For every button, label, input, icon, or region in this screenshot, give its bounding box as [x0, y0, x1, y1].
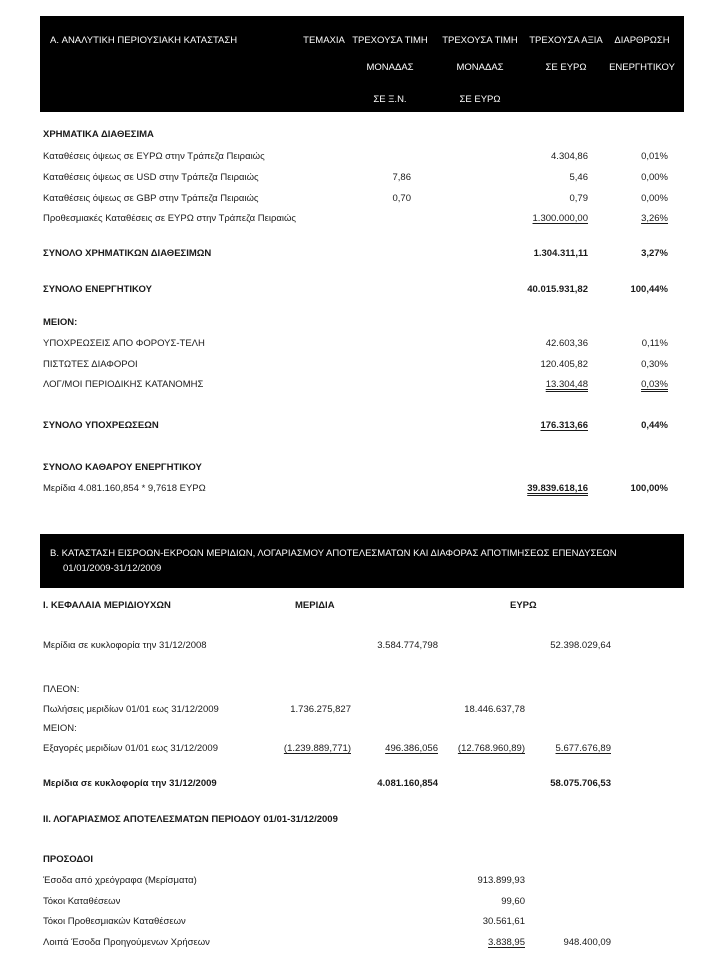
- cash-row-pct: 0,00%: [641, 172, 668, 183]
- close-row-eur: 58.075.706,53: [550, 778, 611, 789]
- cash-total-pct: 3,27%: [641, 248, 668, 259]
- col-header-price-fx-1: ΤΡΕΧΟΥΣΑ ΤΙΜΗ: [352, 35, 428, 46]
- cash-row-pct: 3,26%: [641, 213, 668, 224]
- redemptions-row-eur-net: 5.677.676,89: [555, 743, 611, 754]
- col-header-price-eur-1: ΤΡΕΧΟΥΣΑ ΤΙΜΗ: [442, 35, 518, 46]
- income-row-label: Λοιπά Έσοδα Προηγούμενων Χρήσεων: [43, 937, 210, 948]
- cash-row-value: 4.304,86: [551, 151, 588, 162]
- section-a-header-bar: [40, 16, 684, 112]
- cash-row-value: 5,46: [569, 172, 588, 183]
- sales-row-eur: 18.446.637,78: [464, 704, 525, 715]
- col-header-shares: ΜΕΡΙΔΙΑ: [295, 600, 335, 611]
- liability-row-value: 13.304,48: [545, 379, 588, 390]
- redemptions-row-shares: (1.239.889,771): [283, 743, 351, 754]
- liability-row-label: ΛΟΓ/ΜΟΙ ΠΕΡΙΟΔΙΚΗΣ ΚΑΤΑΝΟΜΗΣ: [43, 379, 204, 390]
- sales-row-label: Πωλήσεις μεριδίων 01/01 εως 31/12/2009: [43, 704, 219, 715]
- liability-row-label: ΠΙΣΤΩΤΕΣ ΔΙΑΦΟΡΟΙ: [43, 359, 138, 370]
- assets-total-pct: 100,44%: [630, 284, 668, 295]
- cash-row-pct: 0,01%: [641, 151, 668, 162]
- liability-total-pct: 0,44%: [641, 420, 668, 431]
- net-assets-value: 39.839.618,16: [527, 483, 588, 494]
- net-assets-row-label: Μερίδια 4.081.160,854 * 9,7618 ΕΥΡΩ: [43, 483, 206, 494]
- redemptions-row-shares-net: 496.386,056: [385, 743, 438, 754]
- liability-row-pct: 0,30%: [641, 359, 668, 370]
- open-row-eur: 52.398.029,64: [550, 640, 611, 651]
- col-header-value-2: ΣΕ ΕΥΡΩ: [545, 62, 587, 73]
- liability-row-value: 42.603,36: [545, 338, 588, 349]
- redemptions-row-eur: (12.768.960,89): [457, 743, 525, 754]
- minus-heading: ΜΕΙΟΝ:: [43, 317, 78, 328]
- income-row-label: Έσοδα από χρεόγραφα (Μερίσματα): [43, 875, 197, 886]
- income-total-value: 948.400,09: [563, 937, 611, 948]
- income-row-value: 3.838,95: [488, 937, 525, 948]
- col-header-temaxia: ΤΕΜΑΧΙΑ: [303, 35, 345, 46]
- col-header-eur: ΕΥΡΩ: [510, 600, 537, 611]
- col-header-structure-1: ΔΙΑΡΘΡΩΣΗ: [614, 35, 670, 46]
- close-row-shares: 4.081.160,854: [377, 778, 438, 789]
- redemptions-row-label: Εξαγορές μεριδίων 01/01 εως 31/12/2009: [43, 743, 218, 754]
- cash-row-label: Προθεσμιακές Καταθέσεις σε ΕΥΡΩ στην Τράπεζα Πειραιώς: [43, 213, 296, 224]
- income-row-value: 913.899,93: [477, 875, 525, 886]
- cash-row-label: Καταθέσεις όψεως σε ΕΥΡΩ στην Τράπεζα Πειραιώς: [43, 151, 265, 162]
- cash-heading: ΧΡΗΜΑΤΙΚΑ ΔΙΑΘΕΣΙΜΑ: [43, 129, 154, 140]
- col-header-price-fx-3: ΣΕ Ξ.Ν.: [373, 94, 407, 105]
- assets-total-value: 40.015.931,82: [527, 284, 588, 295]
- cash-row-label: Καταθέσεις όψεως σε GBP στην Τράπεζα Πειραιώς: [43, 193, 259, 204]
- cash-row-value: 0,79: [569, 193, 588, 204]
- cash-total-label: ΣΥΝΟΛΟ ΧΡΗΜΑΤΙΚΩΝ ΔΙΑΘΕΣΙΜΩΝ: [43, 248, 212, 259]
- open-row-shares: 3.584.774,798: [377, 640, 438, 651]
- cash-row-label: Καταθέσεις όψεως σε USD στην Τράπεζα Πειραιώς: [43, 172, 259, 183]
- cash-row-fx-price: 7,86: [392, 172, 411, 183]
- section-ii-heading: ΙΙ. ΛΟΓΑΡΙΑΣΜΟΣ ΑΠΟΤΕΛΕΣΜΑΤΩΝ ΠΕΡΙΟΔΟΥ 01/01-31/12/2009: [43, 814, 338, 825]
- income-row-label: Τόκοι Καταθέσεων: [43, 896, 121, 907]
- cash-row-fx-price: 0,70: [392, 193, 411, 204]
- section-b-title-line2: 01/01/2009-31/12/2009: [63, 563, 162, 574]
- net-assets-heading: ΣΥΝΟΛΟ ΚΑΘΑΡΟΥ ΕΝΕΡΓΗΤΙΚΟΥ: [43, 462, 202, 473]
- income-row-label: Τόκοι Προθεσμιακών Καταθέσεων: [43, 916, 186, 927]
- liability-row-value: 120.405,82: [540, 359, 588, 370]
- col-header-structure-2: ΕΝΕΡΓΗΤΙΚΟΥ: [609, 62, 675, 73]
- cash-row-value: 1.300.000,00: [532, 213, 588, 224]
- col-header-price-fx-2: ΜΟΝΑΔΑΣ: [366, 62, 414, 73]
- col-header-price-eur-2: ΜΟΝΑΔΑΣ: [456, 62, 504, 73]
- sales-row-shares: 1.736.275,827: [290, 704, 351, 715]
- section-a-title: A. ΑΝΑΛΥΤΙΚΗ ΠΕΡΙΟΥΣΙΑΚΗ ΚΑΤΑΣΤΑΣΗ: [50, 35, 238, 46]
- income-heading: ΠΡΟΣΟΔΟΙ: [43, 854, 94, 865]
- liability-row-pct: 0,03%: [641, 379, 668, 390]
- col-header-value-1: ΤΡΕΧΟΥΣΑ ΑΞΙΑ: [529, 35, 603, 46]
- cash-row-pct: 0,00%: [641, 193, 668, 204]
- income-row-value: 99,60: [501, 896, 525, 907]
- liability-row-pct: 0,11%: [641, 338, 668, 349]
- section-b-header-bar: [40, 534, 684, 588]
- liability-total-value: 176.313,66: [540, 420, 588, 431]
- liability-row-label: ΥΠΟΧΡΕΩΣΕΙΣ ΑΠΟ ΦΟΡΟΥΣ-ΤΕΛΗ: [43, 338, 205, 349]
- close-row-label: Μερίδια σε κυκλοφορία την 31/12/2009: [43, 778, 217, 789]
- open-row-label: Μερίδια σε κυκλοφορία την 31/12/2008: [43, 640, 207, 651]
- liability-total-label: ΣΥΝΟΛΟ ΥΠΟΧΡΕΩΣΕΩΝ: [43, 420, 159, 431]
- plus-heading: ΠΛΕΟΝ:: [43, 684, 80, 695]
- section-b-title-line1: B. ΚΑΤΑΣΤΑΣΗ ΕΙΣΡΟΩΝ-ΕΚΡΟΩΝ ΜΕΡΙΔΙΩΝ, ΛΟΓΑΡΙΑΣΜΟΥ ΑΠΟΤΕΛΕΣΜΑΤΩΝ ΚΑΙ ΔΙΑΦΟΡΑΣ ΑΠΟΤΙΜΗΣΕΩΣ ΕΠΕΝΔΥΣΕΩΝ: [50, 548, 617, 559]
- income-row-value: 30.561,61: [482, 916, 525, 927]
- col-header-price-eur-3: ΣΕ ΕΥΡΩ: [459, 94, 501, 105]
- assets-total-label: ΣΥΝΟΛΟ ΕΝΕΡΓΗΤΙΚΟΥ: [43, 284, 152, 295]
- cash-total-value: 1.304.311,11: [533, 248, 588, 259]
- section-i-heading: Ι. ΚΕΦΑΛΑΙΑ ΜΕΡΙΔΙΟΥΧΩΝ: [43, 600, 171, 611]
- net-assets-pct: 100,00%: [630, 483, 668, 494]
- minus-heading-b: ΜΕΙΟΝ:: [43, 723, 77, 734]
